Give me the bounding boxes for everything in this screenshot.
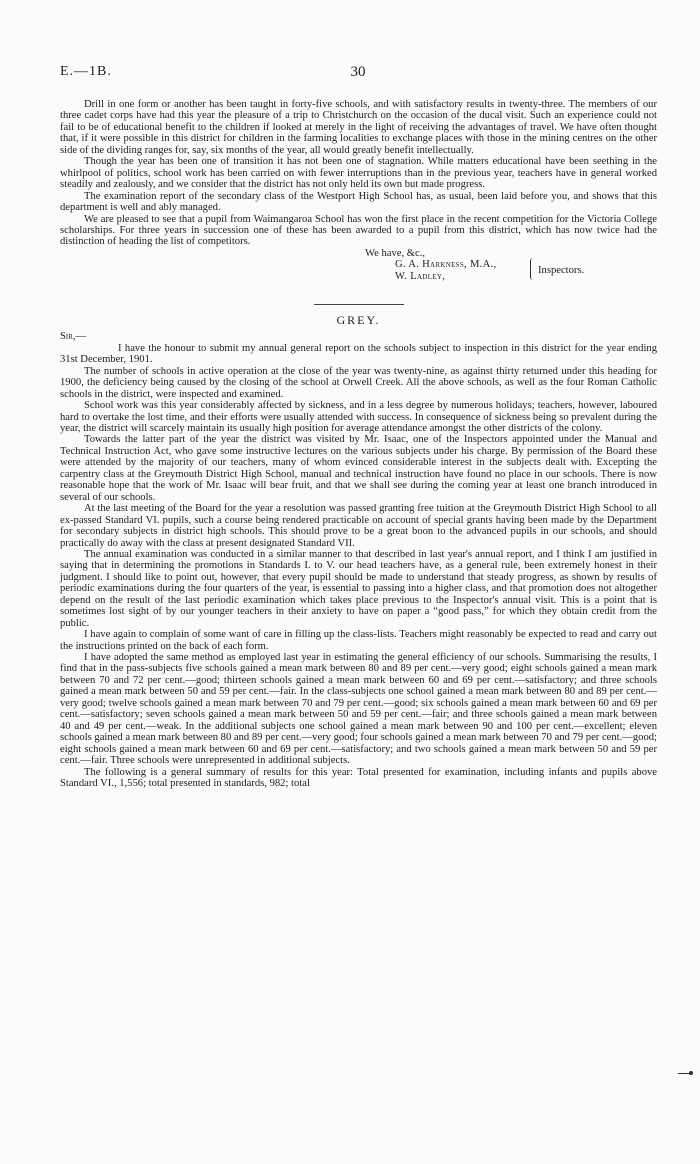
paragraph: At the last meeting of the Board for the year a resolution was passed granting free tuition at the Greymouth District High School to all ex-passed Standard VI. pupils, such a course being rendered practicable on account of special grants having been made by the Department for secondary subjects in district high schools. This should prove to be a great boon to the advanced pupils in our schools, and should practically do away with the class at present designated Standard VII. bbox=[60, 503, 657, 549]
paragraph: Drill in one form or another has been taught in forty-five schools, and with satisfactory results in twenty-three. The members of our three cadet corps have had this year the pleasure of a trip to Christchurch on the occasion of the ducal visit. Such an experience could not fail to be of educational benefit to the children if looked at merely in the light of receiving the advantages of travel. We have often thought that, if it were possible in this district for children in the farming localities to exchange places with those in the mining centres on the other side of the dividing ranges for, say, six months of the year, all would greatly benefit intellectually. bbox=[60, 99, 657, 156]
signatory-ladley: W. Ladley, bbox=[395, 270, 446, 282]
signature-brace bbox=[530, 258, 535, 280]
paragraph: Towards the latter part of the year the district was visited by Mr. Isaac, one of the Inspectors appointed under the Manual and Technical Instruction Act, who gave some instructive lectures on the various subjects under his charge. By permission of the Board these were attended by the majority of our teachers, many of whom evinced considerable interest in the subjects dealt with. Excepting the carpentry class at the Greymouth District High School, manual and technical instruction have found no place in our schools. There is now reasonable hope that the work of Mr. Isaac will bear fruit, and that we shall see during the coming year at least one branch introduced in several of our schools. bbox=[60, 434, 657, 503]
section-title: GREY. bbox=[336, 312, 381, 327]
report-body bbox=[60, 99, 657, 789]
page-number: 30 bbox=[350, 64, 366, 80]
section-divider bbox=[314, 304, 404, 305]
paragraph: The annual examination was conducted in a similar manner to that described in last year's annual report, and I think I am justified in saying that in determining the promotions in Standards I. to V. our head teachers have, as a general rule, been extremely honest in their judgment. I should like to point out, however, that every pupil should be made to understand that steady progress, as shown by results of periodic examinations during the four quarters of the year, is essential to passing into a higher class, and that promotion does not altogether depend on the result of the last periodic examination which takes place previous to the Inspector's annual visit. This is a point that is sometimes lost sight of by our younger teachers in their anxiety to have on paper a “good pass,” for which they obtain credit from the public. bbox=[60, 548, 657, 629]
page-header bbox=[60, 64, 656, 84]
paragraph: I have adopted the same method as employed last year in estimating the general efficiency of our schools. Summarising the results, I find that in the pass-subjects five schools gained a mean mark between 80 and 89 per cent.—very good; eight schools gained a mean mark between 70 and 72 per cent.—good; thirteen schools gained a mean mark between 60 and 69 per cent.—satisfactory; and three schools gained a mean mark between 50 and 59 per cent.—fair. In the class-subjects one school gained a mean mark between 80 and 89 per cent.—very good; twelve schools gained a mean mark between 70 and 79 per cent.—good; six schools gained a mean mark between 60 and 69 per cent.—satisfactory; seven schools gained a mean mark between 50 and 59 per cent.—fair; and three schools gained a mean mark between 40 and 49 per cent.—weak. In the additional subjects one school gained a mean mark between 90 and 100 per cent.—excellent; eleven schools gained a mean mark between 80 and 89 per cent.—very good; four schools gained a mean mark between 70 and 79 per cent.—good; eight schools gained a mean mark between 60 and 69 per cent.—satisfactory; and two schools gained a mean mark between 50 and 59 per cent.—fair. Three schools were unrepresented in additional subjects. bbox=[60, 652, 657, 767]
signature-closing: We have, &c., bbox=[365, 247, 426, 259]
signature-block bbox=[60, 248, 657, 296]
paragraph: I have the honour to submit my annual general report on the schools subject to inspection in this district for the year ending 31st December, 1901. bbox=[60, 342, 657, 366]
paragraph: The following is a general summary of results for this year: Total presented for examination, including infants and pupils above Standard VI., 1,556; total presented in standards, 982; total bbox=[60, 766, 657, 790]
report-reference: E.—1B. bbox=[60, 64, 112, 79]
paragraph: School work was this year considerably affected by sickness, and in a less degree by numerous holidays; teachers, however, laboured hard to overtake the lost time, and their efforts were usually attended with success. In consequence of sickness being so prevalent during the year, the district will scarcely maintain its usually high position for average attendance amongst the other districts of the colony. bbox=[60, 400, 657, 434]
paragraph: I have again to complain of some want of care in filling up the class-lists. Teachers might reasonably be expected to read and carry out the instructions printed on the back of each form. bbox=[60, 629, 657, 652]
paragraph: The number of schools in active operation at the close of the year was twenty-nine, as against thirty returned under this heading for 1900, the deficiency being caused by the closing of the school at Orwell Creek. All the above schools, as well as the four Roman Catholic schools in the district, were inspected and examined. bbox=[60, 365, 657, 400]
salutation: Sir,— bbox=[60, 331, 87, 343]
signatory-harkness: G. A. Harkness, M.A., bbox=[395, 258, 497, 270]
paragraph: The examination report of the secondary class of the Westport High School has, as usual, been laid before you, and shows that this department is well and ably managed. bbox=[60, 190, 657, 214]
margin-mark bbox=[678, 1073, 692, 1074]
paragraph: Though the year has been one of transition it has not been one of stagnation. While matters educational have been seething in the whirlpool of politics, school work has been carried on with fewer interruptions than in the previous year, teachers have in general worked steadily and zealously, and we consider that the district has not only held its own but made progress. bbox=[60, 156, 657, 191]
paragraph: We are pleased to see that a pupil from Waimangaroa School has won the first place in the recent competition for the Victoria College scholarships. For three years in succession one of these has been awarded to a pupil from this district, which has now twice had the distinction of heading the list of competitors. bbox=[60, 213, 657, 248]
signatory-role: Inspectors. bbox=[538, 264, 585, 276]
